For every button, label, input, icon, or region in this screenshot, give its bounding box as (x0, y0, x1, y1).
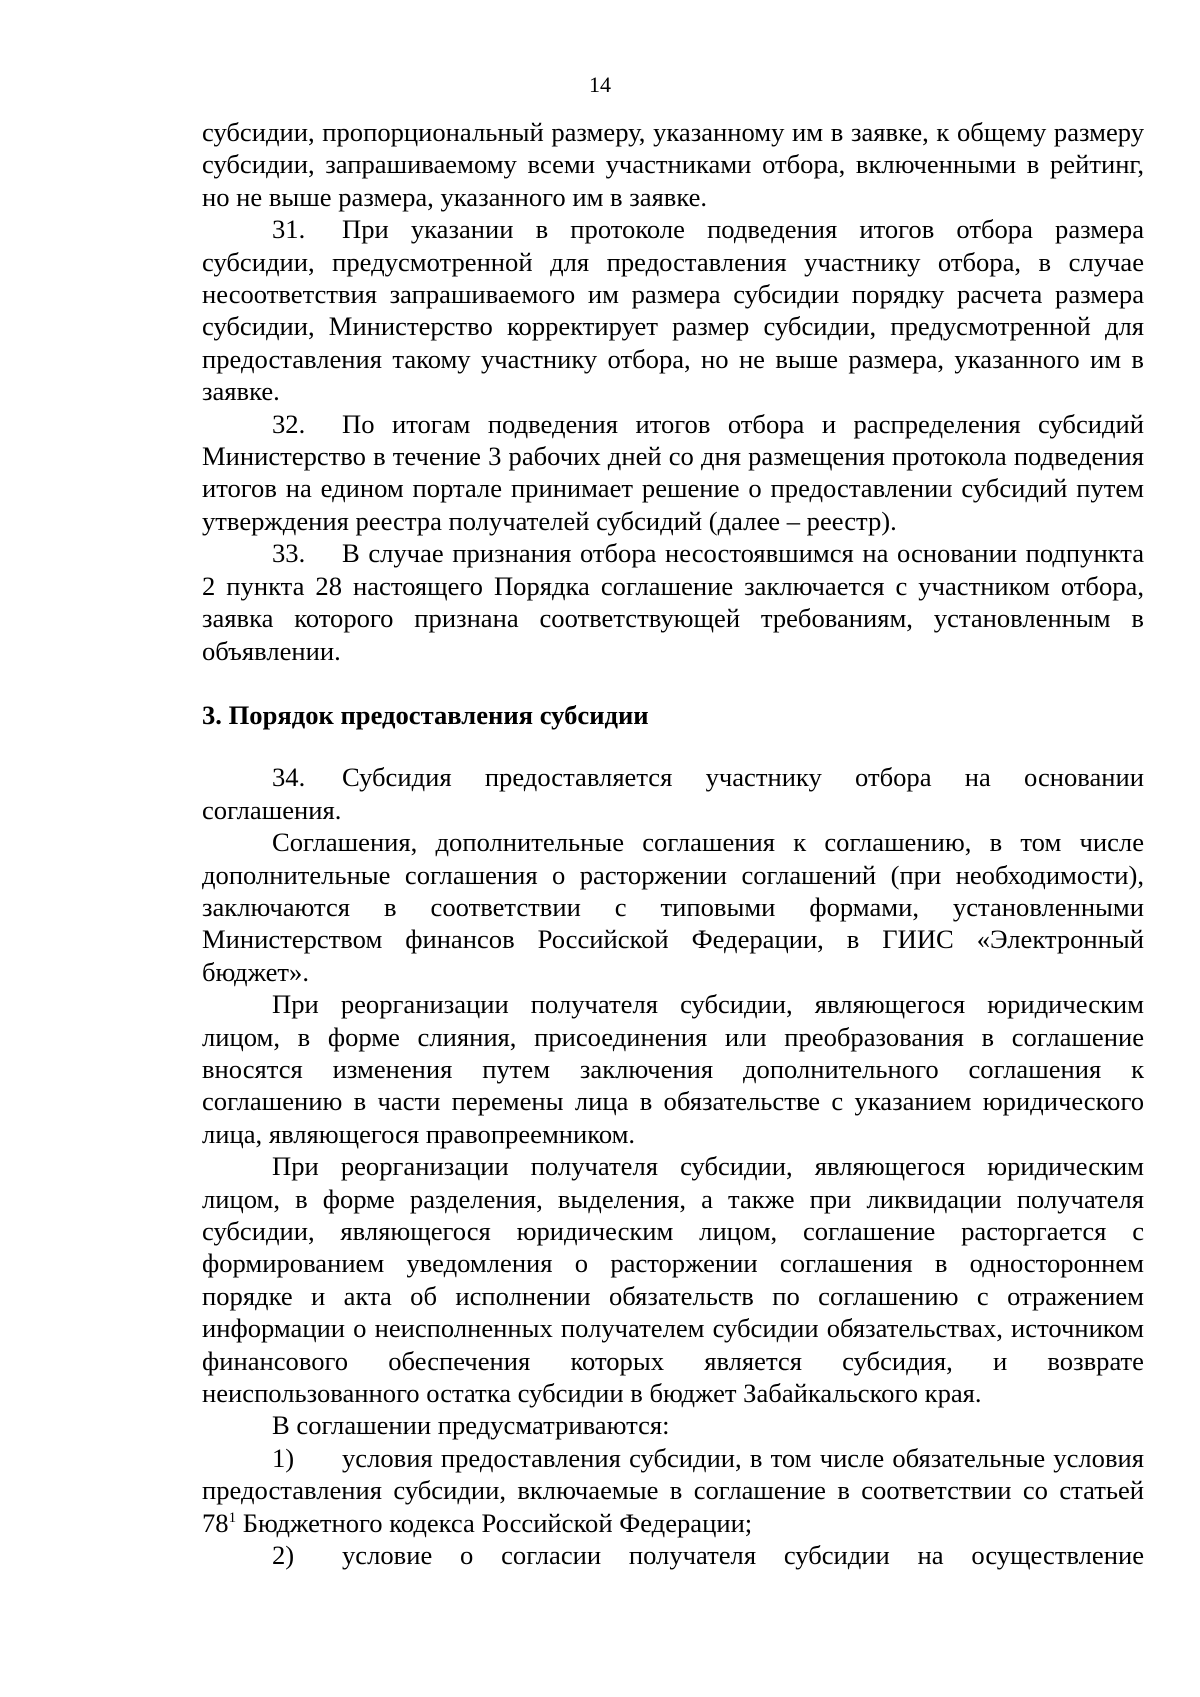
list-item-text-end: Бюджетного кодекса Российской Федерации; (236, 1507, 753, 1538)
paragraph-text: При реорганизации получателя субсидии, являющегося юридическим лицом, в форме разделения, выделения, а также при ликвидации получателя субсидии, являющегося юридическим лицом, соглашение расторгается с формированием уведомления о расторжении соглашения в одностороннем порядке и акта об исполнении обязательств по соглашению с отражением информации о неисполненных получателем субсидии обязательствах, источником финансового обеспечения которых является субсидия, и возврате неиспользованного остатка субсидии в бюджет Забайкальского края. (202, 1151, 1144, 1409)
list-item-1 (202, 1442, 1144, 1539)
list-item-number: 2) (272, 1540, 295, 1571)
page-number: 14 (589, 72, 611, 97)
section-heading: 3. Порядок предоставления субсидии (202, 699, 649, 730)
paragraph-text: При реорганизации получателя субсидии, являющегося юридическим лицом, в форме слияния, присоединения или преобразования в соглашение вносятся изменения путем заключения дополнительного соглашения к соглашению в части перемены лица в обязательстве с указанием юридического лица, являющегося правопреемником. (202, 989, 1144, 1149)
paragraph-34 (202, 761, 1144, 826)
paragraph-agreement-provisions (202, 1409, 1144, 1441)
paragraph-agreements (202, 826, 1144, 988)
paragraph-text: При указании в протоколе подведения итогов отбора размера субсидии, предусмотренной для предоставления участнику отбора, в случае несоответствия запрашиваемого им размера субсидии порядку расчета размера субсидии, Министерство корректирует размер субсидии, предусмотренной для предоставления такому участнику отбора, но не выше размера, указанного им в заявке. (202, 214, 1144, 407)
paragraph-reorganization-merger (202, 988, 1144, 1150)
list-item-number: 1) (272, 1442, 295, 1473)
paragraph-text: В случае признания отбора несостоявшимся на основании подпункта 2 пункта 28 настоящего Порядка соглашение заключается с участником отбора, заявка которого признана соответствующей требованиям, установленным в объявлении. (202, 538, 1144, 666)
list-item-text: условия предоставления субсидии, в том числе обязательные условия предоставления субсидии, включаемые в соглашение в соответствии со статьей 78 (202, 1442, 1144, 1538)
paragraph-31 (202, 213, 1144, 407)
list-item-2 (202, 1539, 1144, 1571)
paragraph-continuation (202, 116, 1144, 213)
paragraph-text: Соглашения, дополнительные соглашения к соглашению, в том числе дополнительные соглашения о расторжении соглашений (при необходимости), заключаются в соответствии с типовыми формами, установленными Министерством финансов Российской Федерации, в ГИИС «Электронный бюджет». (202, 827, 1144, 987)
document-body (202, 116, 1144, 1571)
paragraph-text: Субсидия предоставляется участнику отбора на основании соглашения. (202, 762, 1144, 825)
paragraph-number: 34. (272, 762, 306, 793)
paragraph-number: 31. (272, 214, 306, 245)
paragraph-text: По итогам подведения итогов отбора и распределения субсидий Министерство в течение 3 рабочих дней со дня размещения протокола подведения итогов на едином портале принимает решение о предоставлении субсидий путем утверждения реестра получателей субсидий (далее – реестр). (202, 408, 1144, 536)
paragraph-33 (202, 537, 1144, 667)
paragraph-text: субсидии, пропорциональный размеру, указанному им в заявке, к общему размеру субсидии, запрашиваемому всеми участниками отбора, включенными в рейтинг, но не выше размера, указанного им в заявке. (202, 117, 1144, 212)
paragraph-number: 32. (272, 408, 306, 439)
paragraph-text: В соглашении предусматриваются: (272, 1410, 670, 1441)
paragraph-32 (202, 408, 1144, 538)
paragraph-number: 33. (272, 538, 306, 569)
superscript-index: 1 (228, 1509, 237, 1526)
paragraph-reorganization-division (202, 1150, 1144, 1409)
list-item-text: условие о согласии получателя субсидии на осуществление (342, 1540, 1144, 1571)
